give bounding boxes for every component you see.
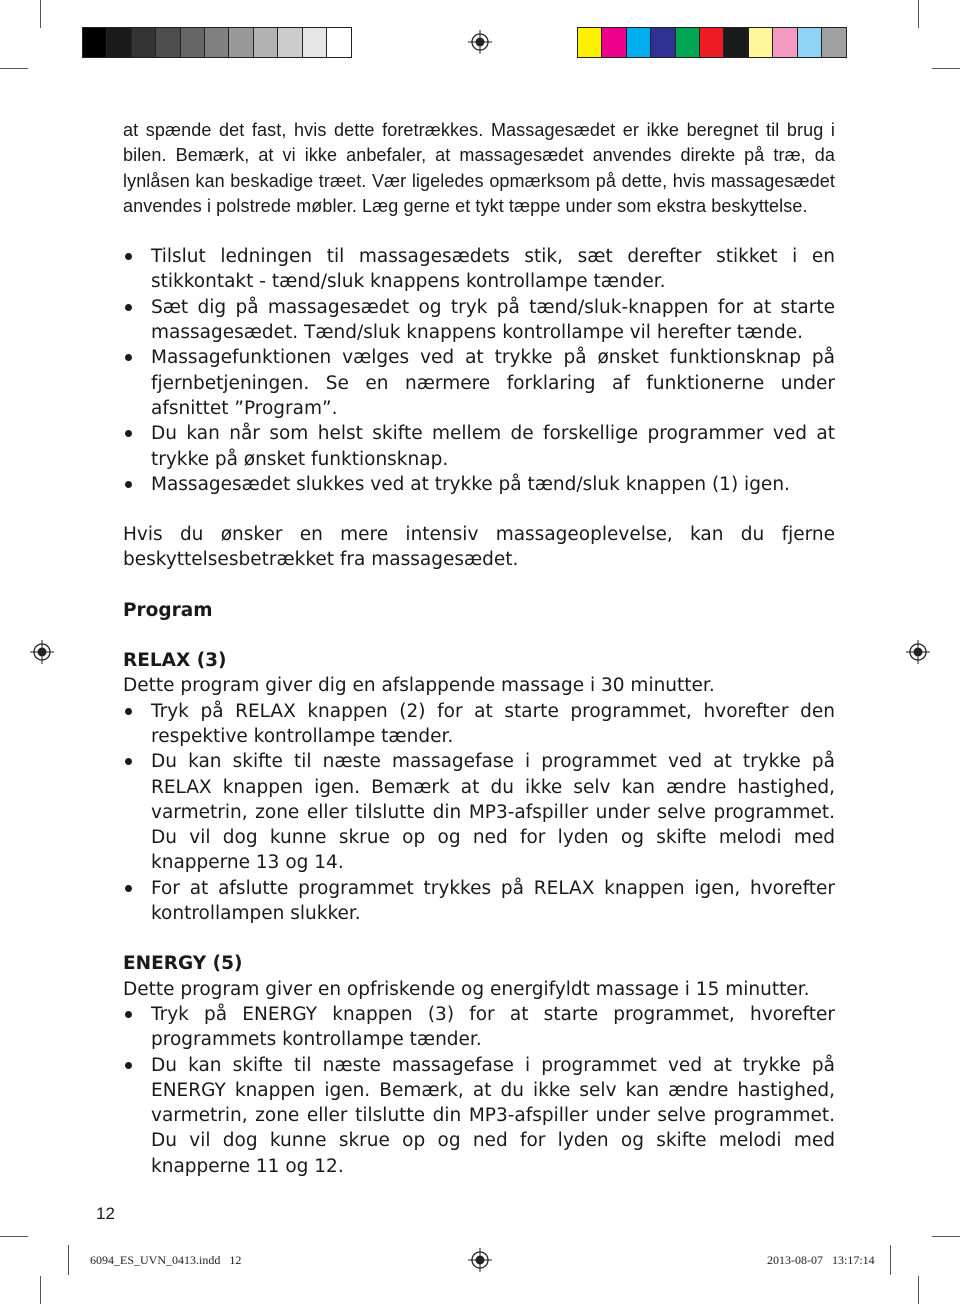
energy-heading: ENERGY (5) [123,953,243,975]
color-swatch [822,28,846,57]
intro-paragraph: at spænde det fast, hvis dette foretrækkes. Massagesædet er ikke beregnet til brug i bilen. Bemærk, at vi ikke anbefaler, at massagesædet anvendes direkte på træ, da lynlåsen kan beskadige træet. Vær ligeledes opmærksom på dette, hvis massagesædet anvendes i polstrede møbler. Læg gerne et tykt tæppe under som ekstra beskyttelse. [123,120,835,216]
list-item: Tryk på RELAX knappen (2) for at starte programmet, hvorefter den respektive kontrollampe tænder. [123,699,835,750]
page-number: 12 [96,1204,115,1223]
slug-divider [890,1245,891,1275]
color-swatch [181,28,205,57]
color-swatch [229,28,253,57]
crop-mark [0,68,28,69]
relax-intro: Dette program giver dig en afslappende massage i 30 minutter. [123,675,715,697]
color-swatch [749,28,773,57]
slug-filename: 6094_ES_UVN_0413.indd 12 [90,1253,242,1267]
intensive-massage-note: Hvis du ønsker en mere intensiv massageoplevelse, kan du fjerne beskyttelsesbetrækket fra massagesædet. [123,524,835,571]
color-swatch [700,28,724,57]
usage-steps-list [123,244,835,497]
energy-intro: Dette program giver en opfriskende og energifyldt massage i 15 minutter. [123,978,810,1000]
list-item: Du kan skifte til næste massagefase i programmet ved at trykke på ENERGY knappen igen. Bemærk, at du ikke selv kan ændre hastighed, varmetrin, zone eller tilslutte din MP3-afspiller under selve programmet. Du vil dog kunne skrue op og ned for lyden og skifte melodi med knapperne 11 og 12. [123,1053,835,1179]
registration-mark-icon [906,640,930,664]
color-swatch [798,28,822,57]
color-swatch [602,28,626,57]
registration-mark-icon [468,30,492,54]
list-item: Tryk på ENERGY knappen (3) for at starte programmet, hvorefter programmets kontrollampe tænder. [123,1002,835,1053]
registration-mark-icon [30,640,54,664]
color-swatch [578,28,602,57]
list-item: Massagesædet slukkes ved at trykke på tænd/sluk knappen (1) igen. [123,472,835,497]
color-swatch [651,28,675,57]
color-swatch [627,28,651,57]
color-swatch [132,28,156,57]
slug-divider [68,1245,69,1275]
registration-mark-icon [468,1248,492,1272]
color-swatch [773,28,797,57]
color-swatch [327,28,351,57]
crop-mark [932,1236,960,1237]
color-swatch [156,28,180,57]
list-item: Sæt dig på massagesædet og tryk på tænd/sluk-knappen for at starte massagesædet. Tænd/sluk knappens kontrollampe vil herefter tænde. [123,295,835,346]
crop-mark [40,1276,41,1304]
crop-mark [918,0,919,28]
slug-timestamp: 2013-08-07 13:17:14 [767,1253,875,1267]
energy-steps-list [123,1002,835,1179]
color-swatch [278,28,302,57]
color-swatch [303,28,327,57]
program-heading: Program [123,599,213,621]
color-swatch [83,28,107,57]
crop-mark [0,1236,28,1237]
list-item: Tilslut ledningen til massagesædets stik, sæt derefter stikket i en stikkontakt - tænd/sluk knappens kontrollampe tænder. [123,244,835,295]
list-item: Massagefunktionen vælges ved at trykke på ønsket funktionsknap på fjernbetjeningen. Se en nærmere forklaring af funktionerne under afsnittet ”Program”. [123,345,835,421]
color-swatch [107,28,131,57]
color-swatch [676,28,700,57]
list-item: Du kan når som helst skifte mellem de forskellige programmer ved at trykke på ønsket funktionsknap. [123,421,835,472]
color-swatch [205,28,229,57]
cmyk-color-bar [577,27,847,58]
crop-mark [40,0,41,28]
list-item: Du kan skifte til næste massagefase i programmet ved at trykke på RELAX knappen igen. Bemærk at du ikke selv kan ændre hastighed, varmetrin, zone eller tilslutte din MP3-afspiller under selve programmet. Du vil dog kunne skrue op og ned for lyden og skifte melodi med knapperne 13 og 14. [123,749,835,875]
page-content [123,118,835,1179]
list-item: For at afslutte programmet trykkes på RELAX knappen igen, hvorefter kontrollampen slukker. [123,876,835,927]
relax-heading: RELAX (3) [123,650,227,672]
color-swatch [724,28,748,57]
crop-mark [918,1276,919,1304]
crop-mark [932,68,960,69]
grayscale-color-bar [82,27,352,58]
color-swatch [254,28,278,57]
relax-steps-list [123,699,835,927]
